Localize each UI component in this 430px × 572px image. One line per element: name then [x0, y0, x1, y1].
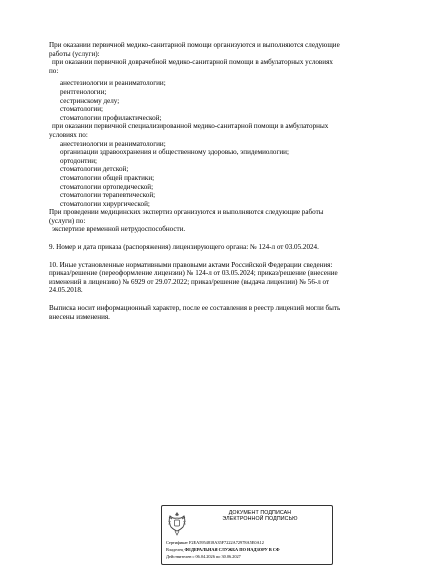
predoctor-section-header: при оказании первичной доврачебной медико-санитарной помощи в амбулаторных условиях — [52, 58, 333, 67]
predoctor-item: сестринскому делу; — [60, 96, 120, 105]
expertise-intro-line-2: (услуги) по: — [49, 216, 86, 225]
specialized-section-header-cont: условиях по: — [49, 130, 88, 139]
expertise-item: экспертизе временной нетрудоспособности. — [52, 225, 186, 234]
other-info-line-2: приказ/решение (переоформление лицензии) № 124-л от 03.05.2024; приказ/решение (внесение — [49, 269, 338, 278]
certificate-value: F2EA5954818A35F7222A72978A5E0A12 — [188, 540, 264, 545]
specialized-item: стоматологии детской; — [60, 165, 129, 174]
expertise-intro-line-1: При проведении медицинских экспертиз организуются и выполняются следующие работы — [49, 208, 324, 217]
closing-note-line-2: внесены изменения. — [49, 312, 110, 321]
predoctor-item: стоматологии; — [60, 105, 103, 114]
owner-value: ФЕДЕРАЛЬНАЯ СЛУЖБА ПО НАДЗОРУ В СФ — [184, 546, 280, 552]
predoctor-section-header-cont: по: — [49, 66, 59, 75]
predoctor-item: рентгенологии; — [60, 87, 107, 96]
primary-care-intro-line-1: При оказании первичной медико-санитарной помощи организуются и выполняются следующие — [49, 41, 340, 49]
owner-label: Владелец — [166, 546, 184, 552]
specialized-item: стоматологии терапевтической; — [60, 191, 156, 200]
certificate-label: Сертификат — [166, 540, 188, 545]
stamp-valid-row — [166, 554, 330, 561]
specialized-item: организации здравоохранения и общественному здоровью, эпидемиологии; — [60, 148, 289, 157]
specialized-item: стоматологии хирургической; — [60, 199, 150, 208]
specialized-item: стоматологии общей практики; — [60, 173, 155, 182]
extract-document — [49, 41, 409, 321]
predoctor-item: анестезиологии и реаниматологии; — [60, 79, 166, 88]
predoctor-item: стоматологии профилактической; — [60, 113, 162, 122]
valid-value: с 06.04.2026 по 30.06.2027 — [192, 553, 241, 559]
other-info-line-3: изменений в лицензию) № 6929 от 29.07.2022; приказ/решение (выдача лицензии) № 56-л от — [49, 277, 330, 286]
order-number-item: 9. Номер и дата приказа (распоряжения) лицензирующего органа: № 124-л от 03.05.2024. — [49, 243, 319, 252]
stamp-owner-row — [166, 547, 330, 554]
stamp-title-line-1: ДОКУМЕНТ ПОДПИСАН — [228, 510, 292, 516]
coat-of-arms-icon — [166, 510, 188, 536]
other-info-line-1: 10. Иные установленные нормативными правовыми актами Российской Федерации сведения: — [49, 260, 333, 269]
stamp-meta — [166, 540, 330, 561]
specialized-item: анестезиологии и реаниматологии; — [60, 139, 166, 148]
stamp-title — [192, 510, 328, 523]
stamp-certificate-row — [166, 540, 330, 547]
electronic-signature-stamp — [161, 505, 333, 565]
specialized-item: стоматологии ортопедической; — [60, 182, 154, 191]
valid-label: Действителен — [166, 553, 192, 559]
primary-care-intro-line-2: работы (услуги): — [49, 49, 100, 58]
stamp-title-line-2: ЭЛЕКТРОННОЙ ПОДПИСЬЮ — [222, 516, 298, 523]
specialized-item: ортодонтии; — [60, 156, 97, 165]
closing-note-line-1: Выписка носит информационный характер, после ее составления в реестр лицензий могли быть — [49, 304, 341, 313]
specialized-section-header: при оказании первичной специализированной медико-санитарной помощи в амбулаторных — [52, 122, 329, 131]
other-info-line-4: 24.05.2018. — [49, 286, 83, 295]
